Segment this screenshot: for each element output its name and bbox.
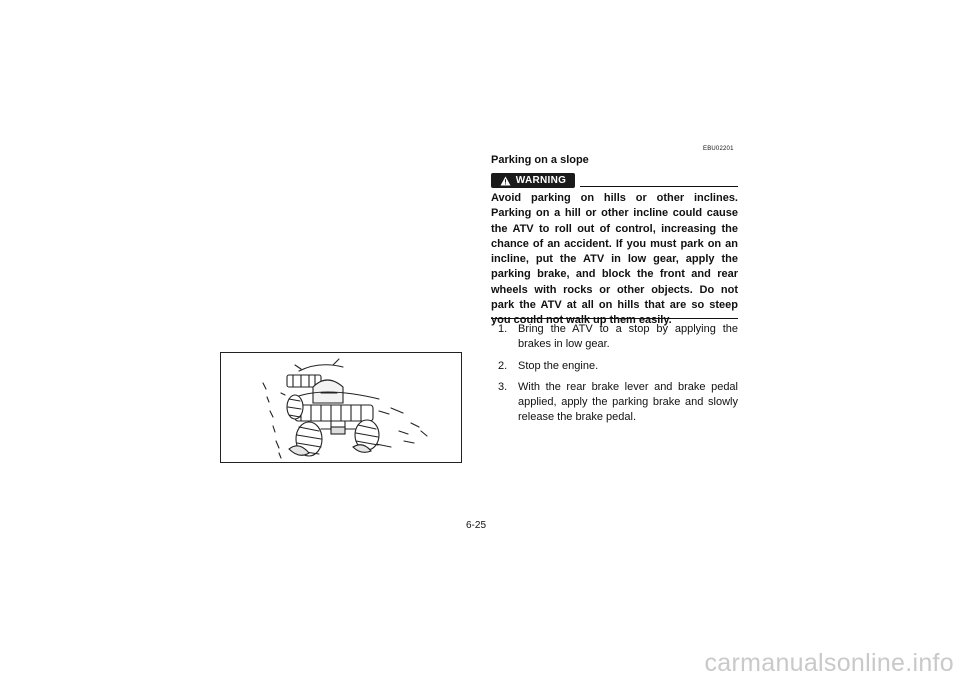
section-code: EBU02201 [703,146,734,152]
step-number: 3. [498,380,508,393]
warning-badge [491,173,575,188]
atv-illustration-frame [220,352,462,463]
section-title: Parking on a slope [491,154,589,166]
procedure-step [491,322,738,353]
step-number: 2. [498,359,508,372]
step-text: With the rear brake lever and brake pedal applied, apply the parking brake and slowly release the brake pedal. [518,380,738,424]
warning-text: Avoid parking on hills or other inclines. Parking on a hill or other incline could cause the ATV to roll out of control, increasing the chance of an accident. If you must park on an incline, put the ATV in low gear, apply the parking brake, and block the front and rear wheels with rocks or other objects. Do not park the ATV at all on hills that are so steep you could not walk up them easily. [491,192,738,327]
watermark: carmanualsonline.info [704,649,954,677]
procedure-steps [491,322,738,432]
atv-parked-on-slope-illustration [221,353,461,462]
warning-label: WARNING [515,175,567,186]
warning-rule-bottom [491,318,738,319]
page-number: 6-25 [466,520,487,531]
step-text: Stop the engine. [518,359,599,372]
procedure-step [491,380,738,426]
warning-triangle-icon [500,176,511,186]
procedure-step [491,359,738,374]
warning-rule-top [580,186,738,187]
step-text: Bring the ATV to a stop by applying the brakes in low gear. [518,323,738,351]
step-number: 1. [498,323,508,335]
